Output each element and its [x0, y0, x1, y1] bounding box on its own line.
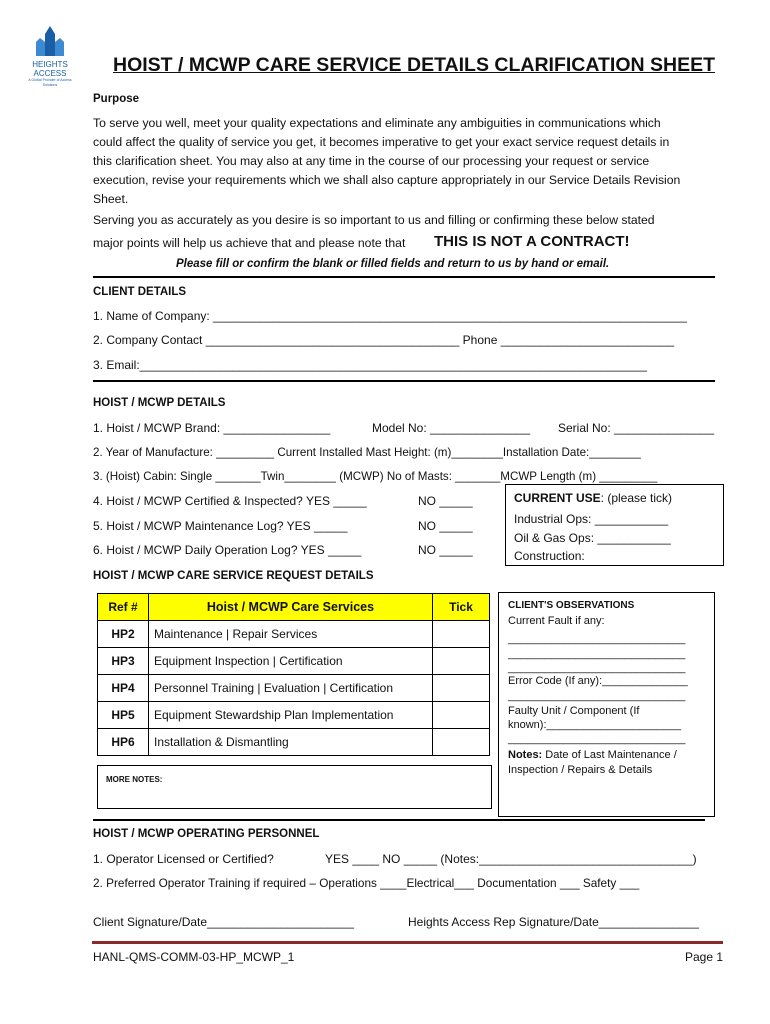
- col-tick-header: Tick: [433, 594, 490, 621]
- error-code-field[interactable]: Error Code (If any):______________: [508, 675, 688, 687]
- current-use-heading: CURRENT USE: (please tick): [514, 491, 673, 505]
- client-observations-box: [498, 592, 715, 817]
- tick-cell[interactable]: [433, 621, 490, 648]
- instruction-text: Please fill or confirm the blank or filled fields and return to us by hand or email.: [176, 258, 610, 270]
- operator-training-row[interactable]: 2. Preferred Operator Training if required – Operations ____Electrical___ Documentation ___ Safety ___: [93, 876, 640, 890]
- construction-field[interactable]: Construction:: [514, 549, 585, 563]
- faulty-unit-label: Faulty Unit / Component (If: [508, 705, 640, 717]
- service-cell: Maintenance | Repair Services: [149, 621, 433, 648]
- ref-cell: HP4: [98, 675, 149, 702]
- observations-heading: CLIENT'S OBSERVATIONS: [508, 600, 635, 611]
- ref-cell: HP3: [98, 648, 149, 675]
- oil-gas-ops-field[interactable]: Oil & Gas Ops: ___________: [514, 531, 671, 545]
- fault-line[interactable]: _____________________________: [508, 648, 686, 660]
- divider: [93, 380, 715, 382]
- company-logo: [22, 26, 78, 86]
- col-ref-header: Ref #: [98, 594, 149, 621]
- hoist-details-heading: HOIST / MCWP DETAILS: [93, 397, 226, 409]
- certified-no-field[interactable]: NO _____: [418, 494, 473, 508]
- tick-cell[interactable]: [433, 702, 490, 729]
- error-code-line[interactable]: _____________________________: [508, 690, 686, 702]
- service-cell: Equipment Stewardship Plan Implementation: [149, 702, 433, 729]
- maintenance-no-field[interactable]: NO _____: [418, 519, 473, 533]
- tick-cell[interactable]: [433, 675, 490, 702]
- rep-signature-field[interactable]: Heights Access Rep Signature/Date_______________: [408, 915, 699, 929]
- ref-cell: HP5: [98, 702, 149, 729]
- model-field[interactable]: Model No: _______________: [372, 421, 531, 435]
- operation-log-yes-field[interactable]: 6. Hoist / MCWP Daily Operation Log? YES _____: [93, 543, 362, 557]
- company-contact-field[interactable]: 2. Company Contact ______________________________________ Phone __________________________: [93, 333, 675, 347]
- service-request-heading: HOIST / MCWP CARE SERVICE REQUEST DETAILS: [93, 570, 374, 582]
- table-row: [98, 702, 490, 729]
- tower-logo-icon: [22, 26, 78, 60]
- notes-line2: Inspection / Repairs & Details: [508, 764, 653, 776]
- service-cell: Installation & Dismantling: [149, 729, 433, 756]
- document-code: HANL-QMS-COMM-03-HP_MCWP_1: [93, 950, 295, 964]
- client-details-heading: CLIENT DETAILS: [93, 286, 187, 298]
- page-number: Page 1: [685, 950, 724, 964]
- tick-cell[interactable]: [433, 729, 490, 756]
- faulty-unit-field[interactable]: known):______________________: [508, 719, 682, 731]
- operator-licensed-field[interactable]: YES ____ NO _____ (Notes:________________________________): [325, 852, 697, 866]
- table-row: [98, 729, 490, 756]
- purpose-line2b: major points will help us achieve that and please note that: [93, 236, 406, 250]
- manufacture-row[interactable]: 2. Year of Manufacture: _________ Current Installed Mast Height: (m)________Installation Date:________: [93, 446, 641, 459]
- purpose-line: could affect the quality of service you get, it becomes imperative to get your exact service request details in: [93, 135, 670, 149]
- maintenance-yes-field[interactable]: 5. Hoist / MCWP Maintenance Log? YES _____: [93, 519, 348, 533]
- divider: [93, 819, 705, 821]
- more-notes-box[interactable]: [97, 765, 492, 809]
- industrial-ops-field[interactable]: Industrial Ops: ___________: [514, 512, 669, 526]
- footer-rule: [92, 941, 723, 944]
- serial-field[interactable]: Serial No: _______________: [558, 421, 715, 435]
- not-contract-notice: THIS IS NOT A CONTRACT!: [434, 233, 630, 250]
- company-name-field[interactable]: 1. Name of Company: _______________________________________________________________________: [93, 309, 687, 323]
- certified-yes-field[interactable]: 4. Hoist / MCWP Certified & Inspected? YES _____: [93, 494, 367, 508]
- service-cell: Equipment Inspection | Certification: [149, 648, 433, 675]
- fault-line[interactable]: _____________________________: [508, 662, 686, 674]
- current-fault-label: Current Fault if any:: [508, 615, 605, 627]
- ref-cell: HP2: [98, 621, 149, 648]
- current-use-box: [505, 484, 724, 566]
- fault-line[interactable]: _____________________________: [508, 633, 686, 645]
- client-signature-field[interactable]: Client Signature/Date______________________: [93, 915, 354, 929]
- purpose-line: execution, revise your requirements which we shall also capture appropriately in our Service Details Revision: [93, 173, 681, 187]
- divider: [93, 276, 715, 278]
- logo-tagline: A Global Provider of Access Solutions: [28, 78, 72, 87]
- operating-personnel-heading: HOIST / MCWP OPERATING PERSONNEL: [93, 828, 320, 840]
- table-row: [98, 621, 490, 648]
- logo-line1: HEIGHTS: [32, 60, 68, 69]
- operation-log-no-field[interactable]: NO _____: [418, 543, 473, 557]
- purpose-line: Sheet.: [93, 192, 129, 206]
- brand-field[interactable]: 1. Hoist / MCWP Brand: ________________: [93, 421, 331, 435]
- purpose-paragraph: [93, 114, 733, 209]
- notes-line: Notes: Date of Last Maintenance /: [508, 749, 677, 761]
- purpose-heading: Purpose: [93, 93, 140, 105]
- faulty-unit-line[interactable]: _____________________________: [508, 733, 686, 745]
- email-field[interactable]: 3. Email:____________________________________________________________________________: [93, 358, 647, 372]
- purpose-line2a: Serving you as accurately as you desire is so important to us and filling or confirming these below stated: [93, 213, 655, 227]
- operator-licensed-label: 1. Operator Licensed or Certified?: [93, 852, 274, 866]
- page-title: HOIST / MCWP CARE SERVICE DETAILS CLARIFICATION SHEET: [113, 54, 716, 76]
- table-row: [98, 675, 490, 702]
- tick-cell[interactable]: [433, 648, 490, 675]
- cabin-row[interactable]: 3. (Hoist) Cabin: Single _______Twin________ (MCWP) No of Masts: _______MCWP Length (m) _________: [93, 470, 658, 483]
- col-service-header: Hoist / MCWP Care Services: [149, 594, 433, 621]
- more-notes-label: MORE NOTES:: [106, 775, 163, 784]
- ref-cell: HP6: [98, 729, 149, 756]
- logo-line2: ACCESS: [33, 69, 67, 78]
- table-header-row: [98, 594, 490, 621]
- purpose-line: this clarification sheet. You may also at any time in the course of our processing your request or service: [93, 154, 650, 168]
- purpose-line: To serve you well, meet your quality expectations and eliminate any ambiguities in communications which: [93, 116, 661, 130]
- table-row: [98, 648, 490, 675]
- services-table: [97, 593, 490, 756]
- service-cell: Personnel Training | Evaluation | Certification: [149, 675, 433, 702]
